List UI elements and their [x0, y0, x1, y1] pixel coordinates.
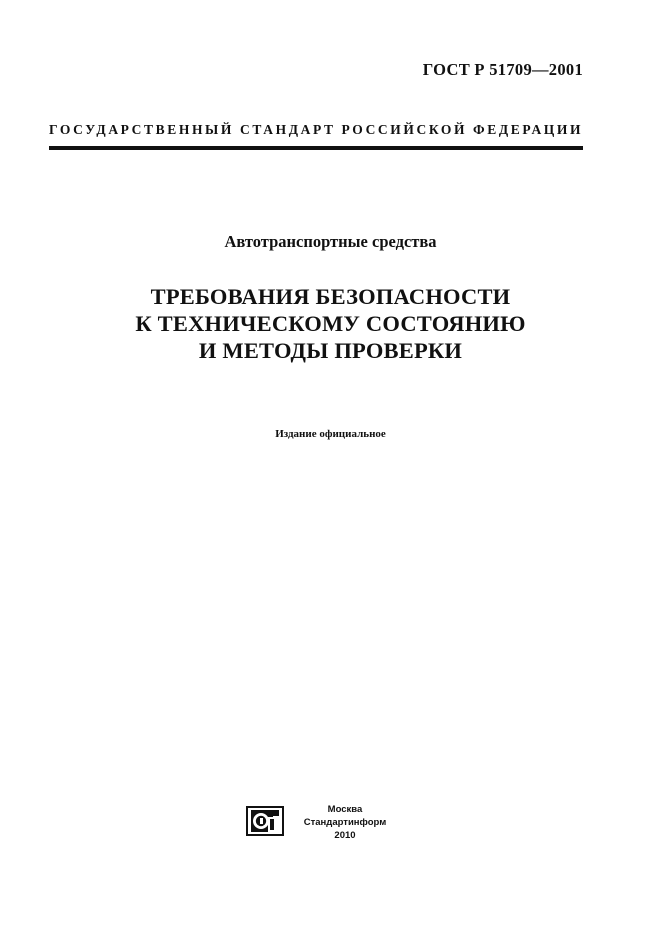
publisher-name: Стандартинформ	[303, 817, 387, 828]
title-line: ТРЕБОВАНИЯ БЕЗОПАСНОСТИ	[150, 284, 511, 309]
title-line: К ТЕХНИЧЕСКОМУ СОСТОЯНИЮ	[135, 311, 526, 336]
document-subject: Автотранспортные средства	[224, 232, 437, 251]
document-title	[0, 283, 661, 364]
standartinform-logo-icon	[246, 806, 284, 836]
publisher-city: Москва	[327, 804, 363, 815]
document-number: ГОСТ Р 51709—2001	[422, 60, 583, 79]
publisher-info	[300, 803, 390, 842]
state-standard-heading: ГОСУДАРСТВЕННЫЙ СТАНДАРТ РОССИЙСКОЙ ФЕДЕРАЦИИ	[49, 122, 584, 137]
edition-label: Издание официальное	[275, 428, 386, 440]
publication-year: 2010	[334, 830, 356, 841]
header-divider	[49, 146, 583, 150]
title-line: И МЕТОДЫ ПРОВЕРКИ	[198, 338, 463, 363]
